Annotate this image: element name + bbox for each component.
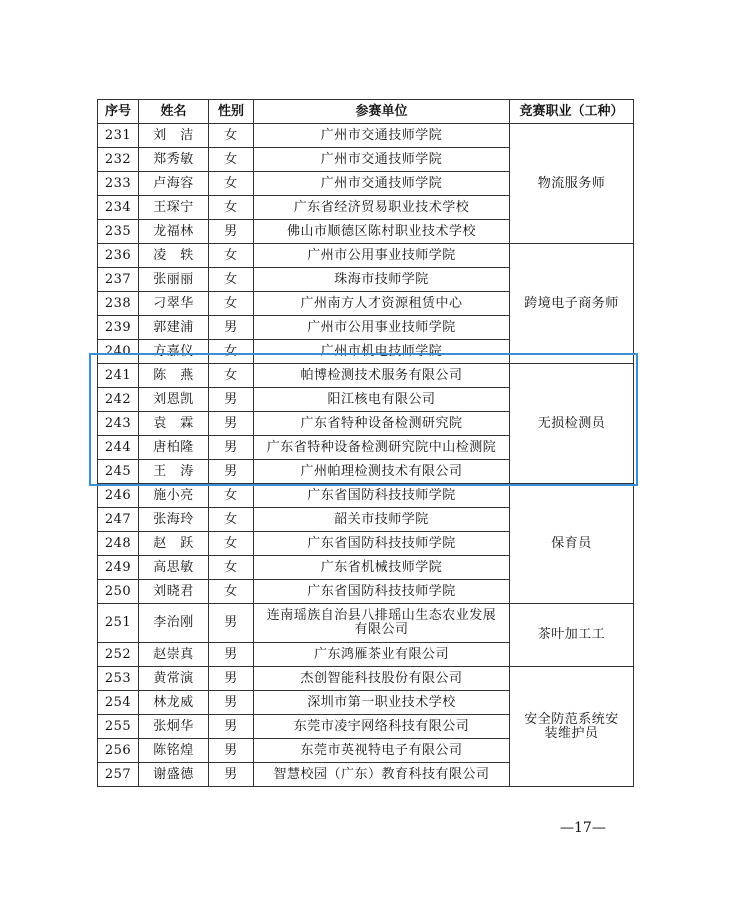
cell-serial: 234: [98, 196, 139, 220]
cell-gender: 男: [209, 715, 254, 739]
cell-serial: 240: [98, 340, 139, 364]
cell-serial: 245: [98, 460, 139, 484]
cell-serial: 238: [98, 292, 139, 316]
cell-gender: 男: [209, 691, 254, 715]
cell-unit: 连南瑶族自治县八排瑶山生态农业发展有限公司: [254, 604, 510, 643]
cell-unit: 广州市交通技师学院: [254, 148, 510, 172]
header-unit: 参赛单位: [254, 100, 510, 124]
cell-gender: 男: [209, 739, 254, 763]
cell-serial: 254: [98, 691, 139, 715]
cell-unit: 东莞市凌宇网络科技有限公司: [254, 715, 510, 739]
cell-gender: 女: [209, 556, 254, 580]
cell-name: 赵 跃: [139, 532, 209, 556]
cell-name: 张海玲: [139, 508, 209, 532]
cell-unit: 广州帕理检测技术有限公司: [254, 460, 510, 484]
cell-name: 陈铭煌: [139, 739, 209, 763]
cell-unit: 广东鸿雁茶业有限公司: [254, 643, 510, 667]
cell-name: 张丽丽: [139, 268, 209, 292]
cell-gender: 女: [209, 292, 254, 316]
cell-name: 唐柏隆: [139, 436, 209, 460]
cell-unit: 智慧校园（广东）教育科技有限公司: [254, 763, 510, 787]
cell-serial: 248: [98, 532, 139, 556]
header-name: 姓名: [139, 100, 209, 124]
cell-name: 刘恩凯: [139, 388, 209, 412]
cell-serial: 239: [98, 316, 139, 340]
cell-gender: 女: [209, 124, 254, 148]
cell-name: 袁 霖: [139, 412, 209, 436]
cell-gender: 男: [209, 316, 254, 340]
header-serial: 序号: [98, 100, 139, 124]
cell-unit: 东莞市英视特电子有限公司: [254, 739, 510, 763]
cell-gender: 女: [209, 508, 254, 532]
cell-serial: 255: [98, 715, 139, 739]
cell-gender: 女: [209, 484, 254, 508]
cell-gender: 男: [209, 667, 254, 691]
cell-gender: 女: [209, 172, 254, 196]
cell-unit: 韶关市技师学院: [254, 508, 510, 532]
cell-name: 刁翠华: [139, 292, 209, 316]
header-job: 竞赛职业（工种）: [510, 100, 634, 124]
cell-name: 高思敏: [139, 556, 209, 580]
cell-serial: 232: [98, 148, 139, 172]
cell-unit: 阳江核电有限公司: [254, 388, 510, 412]
cell-unit: 佛山市顺德区陈村职业技术学校: [254, 220, 510, 244]
cell-job: 物流服务师: [510, 124, 634, 244]
cell-serial: 244: [98, 436, 139, 460]
cell-gender: 女: [209, 340, 254, 364]
cell-gender: 女: [209, 244, 254, 268]
cell-unit: 杰创智能科技股份有限公司: [254, 667, 510, 691]
table-header-row: [98, 100, 634, 124]
cell-unit: 广东省特种设备检测研究院中山检测院: [254, 436, 510, 460]
cell-unit: 广州市交通技师学院: [254, 172, 510, 196]
cell-gender: 女: [209, 580, 254, 604]
cell-gender: 男: [209, 220, 254, 244]
cell-serial: 247: [98, 508, 139, 532]
cell-serial: 249: [98, 556, 139, 580]
cell-serial: 256: [98, 739, 139, 763]
cell-serial: 237: [98, 268, 139, 292]
table-row: [98, 484, 634, 508]
cell-job: 安全防范系统安装维护员: [510, 667, 634, 787]
cell-name: 谢盛德: [139, 763, 209, 787]
cell-unit: 广东省国防科技技师学院: [254, 484, 510, 508]
cell-unit: 广东省国防科技技师学院: [254, 532, 510, 556]
cell-name: 郑秀敏: [139, 148, 209, 172]
table-row: [98, 604, 634, 643]
cell-name: 陈 燕: [139, 364, 209, 388]
cell-name: 赵崇真: [139, 643, 209, 667]
page-number: —17—: [560, 820, 606, 836]
cell-name: 方嘉仪: [139, 340, 209, 364]
cell-gender: 男: [209, 460, 254, 484]
cell-serial: 235: [98, 220, 139, 244]
cell-name: 李治刚: [139, 604, 209, 643]
cell-name: 林龙威: [139, 691, 209, 715]
cell-name: 王琛宁: [139, 196, 209, 220]
cell-serial: 252: [98, 643, 139, 667]
cell-unit: 广州市公用事业技师学院: [254, 244, 510, 268]
cell-name: 王 涛: [139, 460, 209, 484]
cell-unit: 广州南方人才资源租赁中心: [254, 292, 510, 316]
cell-unit: 广东省特种设备检测研究院: [254, 412, 510, 436]
cell-name: 施小亮: [139, 484, 209, 508]
cell-gender: 女: [209, 532, 254, 556]
cell-gender: 男: [209, 643, 254, 667]
cell-gender: 女: [209, 148, 254, 172]
cell-name: 郭建浦: [139, 316, 209, 340]
cell-unit: 广东省机械技师学院: [254, 556, 510, 580]
cell-gender: 男: [209, 388, 254, 412]
cell-name: 凌 轶: [139, 244, 209, 268]
cell-name: 龙福林: [139, 220, 209, 244]
roster-table: [97, 99, 634, 787]
cell-unit: 珠海市技师学院: [254, 268, 510, 292]
cell-serial: 231: [98, 124, 139, 148]
cell-serial: 233: [98, 172, 139, 196]
cell-job: 跨境电子商务师: [510, 244, 634, 364]
cell-unit: 广州市机电技师学院: [254, 340, 510, 364]
cell-serial: 253: [98, 667, 139, 691]
table-row: [98, 244, 634, 268]
cell-serial: 242: [98, 388, 139, 412]
cell-name: 刘晓君: [139, 580, 209, 604]
cell-name: 黄常演: [139, 667, 209, 691]
cell-job: 茶叶加工工: [510, 604, 634, 667]
cell-serial: 257: [98, 763, 139, 787]
cell-gender: 女: [209, 196, 254, 220]
cell-unit: 广东省国防科技技师学院: [254, 580, 510, 604]
header-gender: 性别: [209, 100, 254, 124]
cell-name: 卢海容: [139, 172, 209, 196]
cell-job: 无损检测员: [510, 364, 634, 484]
cell-unit: 广东省经济贸易职业技术学校: [254, 196, 510, 220]
cell-gender: 男: [209, 604, 254, 643]
table-row: [98, 364, 634, 388]
cell-serial: 251: [98, 604, 139, 643]
table-row: [98, 124, 634, 148]
cell-gender: 男: [209, 412, 254, 436]
cell-serial: 243: [98, 412, 139, 436]
cell-gender: 女: [209, 364, 254, 388]
cell-gender: 男: [209, 763, 254, 787]
cell-serial: 241: [98, 364, 139, 388]
cell-serial: 236: [98, 244, 139, 268]
cell-job: 保育员: [510, 484, 634, 604]
cell-serial: 250: [98, 580, 139, 604]
table-row: [98, 667, 634, 691]
cell-serial: 246: [98, 484, 139, 508]
cell-unit: 广州市公用事业技师学院: [254, 316, 510, 340]
cell-gender: 女: [209, 268, 254, 292]
cell-name: 刘 洁: [139, 124, 209, 148]
cell-unit: 帕博检测技术服务有限公司: [254, 364, 510, 388]
cell-gender: 男: [209, 436, 254, 460]
cell-unit: 深圳市第一职业技术学校: [254, 691, 510, 715]
cell-name: 张炯华: [139, 715, 209, 739]
cell-unit: 广州市交通技师学院: [254, 124, 510, 148]
